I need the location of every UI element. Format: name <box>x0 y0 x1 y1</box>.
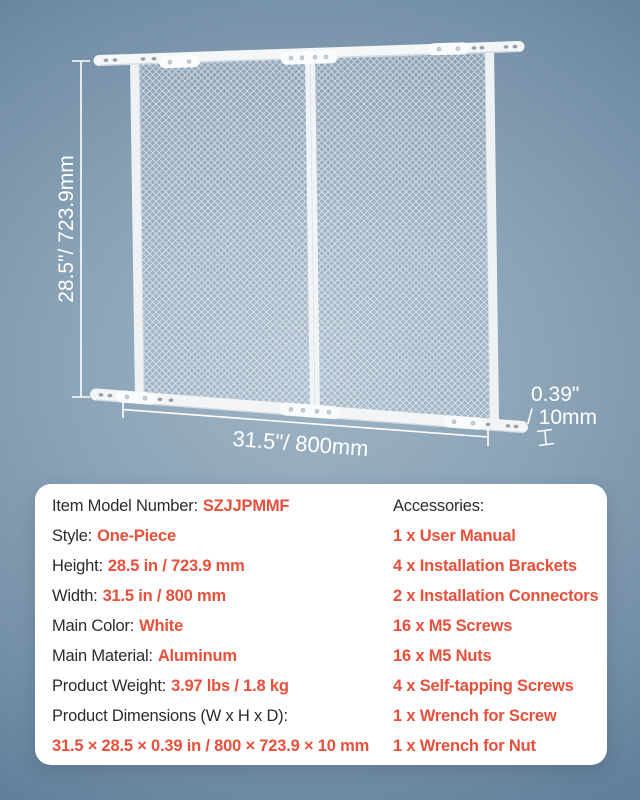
accessory-text: 1 x Wrench for Nut <box>393 736 536 755</box>
spec-label: Style: <box>52 526 93 545</box>
accessory-text: 4 x Installation Brackets <box>393 556 577 575</box>
spec-row-style <box>52 521 388 551</box>
spec-value: Aluminum <box>157 646 237 665</box>
mesh-panel-right <box>315 49 491 421</box>
depth-dimension-line <box>537 430 554 446</box>
accessory-text: 1 x Wrench for Screw <box>393 706 557 725</box>
accessory-text: 4 x Self-tapping Screws <box>393 676 574 695</box>
accessory-item <box>393 611 603 641</box>
spec-value: 31.5 × 28.5 × 0.39 in / 800 × 723.9 × 10 mm <box>52 736 370 755</box>
accessory-item <box>393 521 603 551</box>
spec-row-material <box>52 641 388 671</box>
spec-value: 31.5 in / 800 mm <box>102 586 226 605</box>
mesh-screen-product <box>96 45 522 433</box>
spec-value: SZJJPMMF <box>202 496 290 515</box>
accessory-item <box>393 581 603 611</box>
spec-value: 3.97 lbs / 1.8 kg <box>171 676 289 695</box>
accessory-text: 16 x M5 Nuts <box>393 646 492 665</box>
spec-value: White <box>139 616 184 635</box>
spec-row-weight <box>52 671 388 701</box>
spec-row-width <box>52 581 388 611</box>
accessory-text: 1 x User Manual <box>393 526 516 545</box>
spec-row-dimensions-value <box>52 731 388 761</box>
spec-row-model <box>52 491 388 521</box>
spec-label: Width: <box>52 586 98 605</box>
accessories-title-row <box>393 491 603 521</box>
spec-label: Height: <box>52 556 103 575</box>
width-dimension-label: 31.5"/ 800mm <box>231 425 370 462</box>
spec-label: Product Dimensions (W x H x D): <box>52 706 288 725</box>
accessories-list <box>393 491 603 761</box>
depth-dimension-label-line2: / 10mm <box>527 406 598 429</box>
spec-card <box>35 484 607 765</box>
spec-list <box>52 491 388 761</box>
accessory-text: 2 x Installation Connectors <box>393 586 599 605</box>
spec-value: 28.5 in / 723.9 mm <box>107 556 245 575</box>
accessory-item <box>393 671 603 701</box>
mesh-panel-left <box>139 56 311 411</box>
accessory-item <box>393 731 603 761</box>
spec-label: Main Material: <box>52 646 153 665</box>
accessory-text: 16 x M5 Screws <box>393 616 513 635</box>
spec-row-color <box>52 611 388 641</box>
height-dimension-label: 28.5"/ 723.9mm <box>55 155 78 303</box>
accessory-item <box>393 551 603 581</box>
spec-label: Main Color: <box>52 616 135 635</box>
accessory-item <box>393 701 603 731</box>
spec-value: One-Piece <box>97 526 176 545</box>
depth-dimension-label-line1: 0.39" <box>531 383 580 406</box>
spec-label: Item Model Number: <box>52 496 198 515</box>
spec-label: Product Weight: <box>52 676 167 695</box>
accessory-item <box>393 641 603 671</box>
spec-row-dimensions-label <box>52 701 388 731</box>
spec-row-height <box>52 551 388 581</box>
accessories-title: Accessories: <box>393 496 485 515</box>
